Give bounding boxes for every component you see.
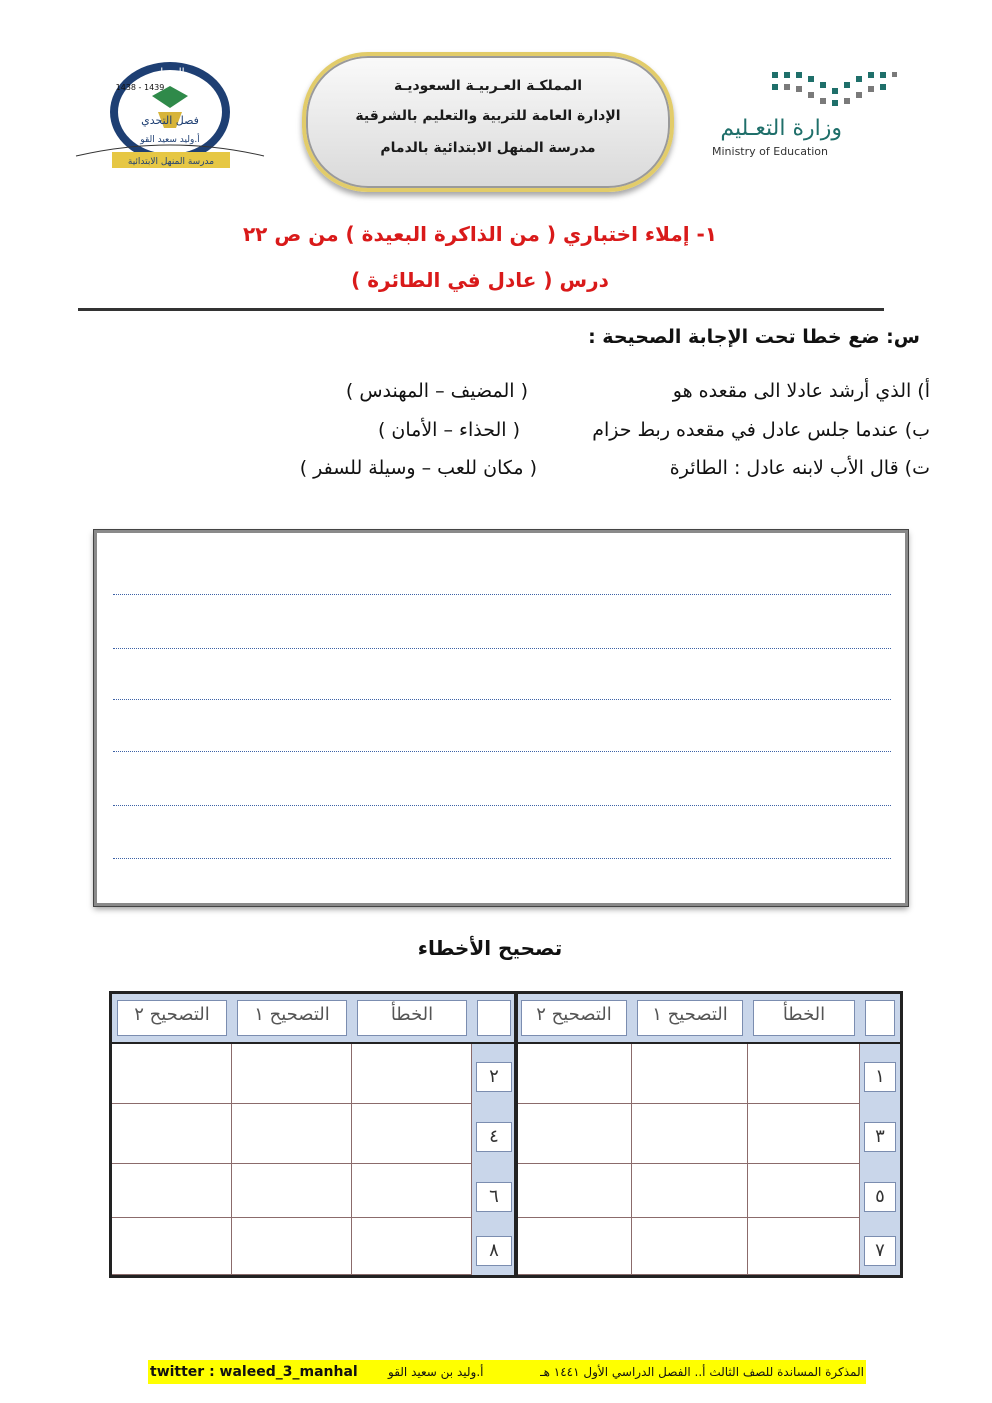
answer-cell[interactable] (112, 1044, 232, 1104)
twitter-handle: twitter : waleed_3_manhal (150, 1364, 358, 1380)
row-number: ٧ (860, 1218, 900, 1275)
answer-cell[interactable] (516, 1044, 632, 1104)
footer-bar (148, 1360, 866, 1384)
answer-cell[interactable] (112, 1164, 232, 1218)
table-header-error: الخطأ (352, 994, 472, 1042)
table-header-num (472, 994, 516, 1042)
answer-cell[interactable] (352, 1044, 472, 1104)
header-banner (302, 52, 674, 192)
question-text: س: ضع خطا تحت الإجابة الصحيحة : (588, 326, 920, 348)
table-header-correction1: التصحيح ١ (232, 994, 352, 1042)
row-number: ٣ (860, 1104, 900, 1164)
answer-cell[interactable] (232, 1218, 352, 1275)
answer-cell[interactable] (352, 1218, 472, 1275)
answer-cell[interactable] (516, 1104, 632, 1164)
writing-line[interactable] (113, 594, 891, 595)
answer-cell[interactable] (516, 1164, 632, 1218)
logo-class: فصل التحدي (141, 114, 199, 127)
dictation-title: ١- إملاء اختباري ( من الذاكرة البعيدة ) من ص ٢٢ (242, 222, 718, 246)
school-logo (72, 56, 268, 174)
item-a-label: أ) الذي أرشد عادلا الى مقعده هو (672, 380, 930, 402)
row-number: ٢ (472, 1044, 516, 1104)
answer-cell[interactable] (748, 1218, 860, 1275)
school-label: مدرسة المنهل الابتدائية بالدمام (380, 140, 596, 156)
table-header-num (860, 994, 900, 1042)
writing-line[interactable] (113, 699, 891, 700)
logo-years: 1438 - 1439 (115, 83, 165, 92)
row-number: ٨ (472, 1218, 516, 1275)
writing-line[interactable] (113, 648, 891, 649)
item-b-label: ب) عندما جلس عادل في مقعده ربط حزام (592, 419, 930, 441)
item-a-options: ( المضيف – المهندس ) (345, 380, 528, 402)
table-header-correction2: التصحيح ٢ (516, 994, 632, 1042)
kingdom-label: المملكـة العـربيـة السعوديـة (393, 78, 583, 94)
table-divider (514, 994, 518, 1275)
table-header-correction2: التصحيح ٢ (112, 994, 232, 1042)
ministry-name-ar: وزارة التعـليم (720, 116, 842, 141)
divider (78, 308, 884, 311)
answer-cell[interactable] (232, 1164, 352, 1218)
table-header-error: الخطأ (748, 994, 860, 1042)
answer-cell[interactable] (748, 1104, 860, 1164)
ministry-logo-icon (770, 68, 898, 112)
writing-line[interactable] (113, 858, 891, 859)
answer-cell[interactable] (632, 1044, 748, 1104)
correction-table (109, 991, 903, 1278)
correction-title: تصحيح الأخطاء (417, 936, 563, 960)
answer-cell[interactable] (516, 1218, 632, 1275)
row-number: ٥ (860, 1164, 900, 1218)
logo-ribbon: مدرسة المنهل الابتدائية (127, 157, 215, 167)
logo-teacher: أ.وليد سعيد القو (140, 135, 200, 145)
table-header-correction1: التصحيح ١ (632, 994, 748, 1042)
footer-info: المذكرة المساندة للصف الثالث أ.. الفصل الدراسي الأول ١٤٤١ هـ (540, 1365, 864, 1379)
answer-cell[interactable] (632, 1218, 748, 1275)
writing-area[interactable] (94, 530, 908, 906)
admin-label: الإدارة العامة للتربية والتعليم بالشرقية (355, 108, 621, 124)
lesson-title: درس ( عادل في الطائرة ) (351, 268, 609, 292)
ministry-name-en: Ministry of Education (712, 145, 829, 158)
answer-cell[interactable] (352, 1104, 472, 1164)
table-header-rule (112, 1042, 900, 1044)
row-number: ٦ (472, 1164, 516, 1218)
answer-cell[interactable] (632, 1164, 748, 1218)
item-b-options: ( الحذاء – الأمان ) (377, 419, 520, 441)
answer-cell[interactable] (748, 1164, 860, 1218)
answer-cell[interactable] (112, 1218, 232, 1275)
item-c-options: ( مكان للعب – وسيلة للسفر ) (299, 457, 537, 479)
logo-name: المنهل (155, 66, 185, 79)
writing-line[interactable] (113, 805, 891, 806)
footer-teacher: أ.وليد بن سعيد القو (388, 1365, 484, 1379)
answer-cell[interactable] (232, 1104, 352, 1164)
writing-line[interactable] (113, 751, 891, 752)
answer-cell[interactable] (748, 1044, 860, 1104)
row-number: ١ (860, 1044, 900, 1104)
answer-cell[interactable] (632, 1104, 748, 1164)
answer-cell[interactable] (232, 1044, 352, 1104)
answer-cell[interactable] (352, 1164, 472, 1218)
item-c-label: ت) قال الأب لابنه عادل : الطائرة (669, 457, 930, 479)
answer-cell[interactable] (112, 1104, 232, 1164)
row-number: ٤ (472, 1104, 516, 1164)
